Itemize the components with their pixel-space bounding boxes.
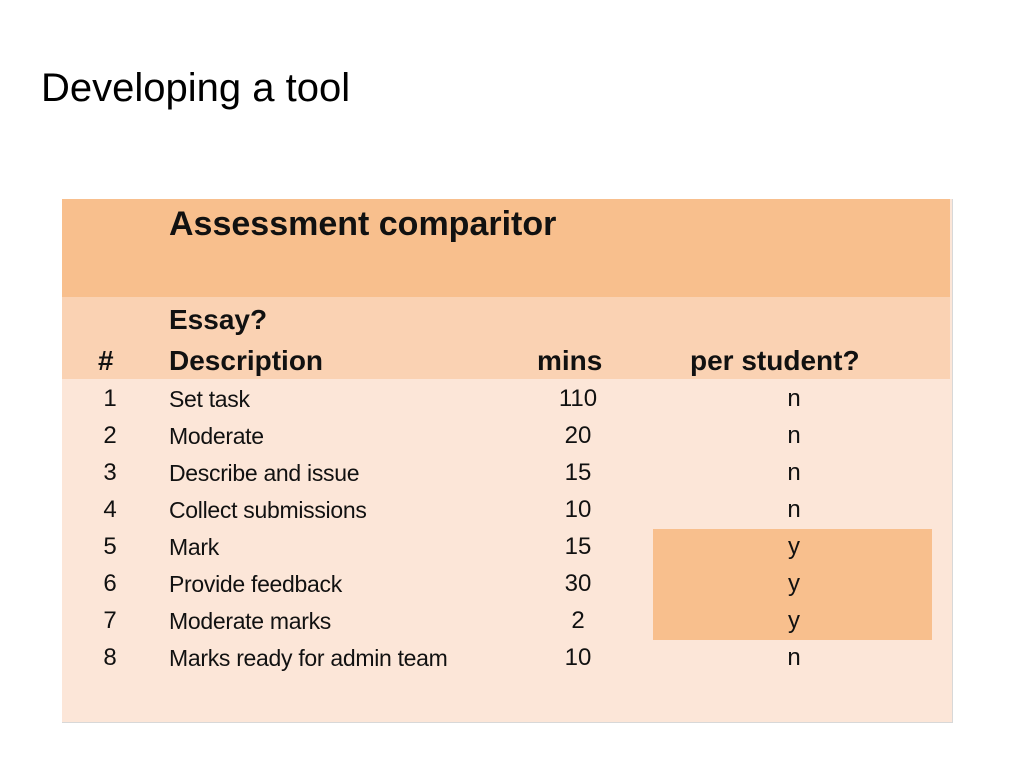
row-mins: 110 (558, 385, 598, 412)
row-description: Moderate (169, 423, 264, 449)
assessment-table (62, 199, 953, 723)
row-per-student: n (787, 496, 801, 523)
row-per-student: n (787, 644, 801, 671)
row-per-student: y (788, 570, 800, 597)
row-description: Describe and issue (169, 460, 360, 486)
row-per-student: n (787, 422, 801, 449)
table-row (62, 456, 950, 493)
row-per-student: y (788, 533, 800, 560)
row-mins: 10 (564, 644, 592, 671)
row-description: Moderate marks (169, 608, 331, 634)
table-row (62, 567, 950, 604)
header-description: Description (169, 345, 324, 376)
row-per-student: y (788, 607, 800, 634)
row-number: 8 (103, 644, 117, 671)
row-description: Collect submissions (169, 497, 367, 523)
row-description: Provide feedback (169, 571, 342, 597)
table-row (62, 382, 950, 419)
row-number: 6 (103, 570, 117, 597)
row-number: 2 (103, 422, 117, 449)
table-row (62, 493, 950, 530)
row-description: Set task (169, 386, 250, 412)
row-number: 7 (103, 607, 117, 634)
table-body (62, 382, 950, 678)
table-row (62, 641, 950, 678)
row-mins: 30 (564, 570, 592, 597)
row-description: Mark (169, 534, 219, 560)
table-row (62, 604, 950, 641)
header-per-student: per student? (690, 345, 860, 376)
row-number: 4 (103, 496, 117, 523)
header-number: # (98, 345, 114, 376)
row-mins: 15 (564, 459, 592, 486)
slide-title: Developing a tool (41, 66, 351, 110)
row-mins: 15 (564, 533, 592, 560)
header-essay: Essay? (169, 304, 268, 335)
header-mins: mins (537, 345, 603, 376)
row-mins: 10 (564, 496, 592, 523)
row-description: Marks ready for admin team (169, 645, 448, 671)
row-per-student: n (787, 459, 801, 486)
row-per-student: n (787, 385, 801, 412)
table-row (62, 530, 950, 567)
table-title: Assessment comparitor (169, 205, 557, 243)
row-mins: 2 (571, 607, 585, 634)
row-mins: 20 (564, 422, 592, 449)
table-row (62, 419, 950, 456)
row-number: 1 (103, 385, 117, 412)
row-number: 3 (103, 459, 117, 486)
row-number: 5 (103, 533, 117, 560)
